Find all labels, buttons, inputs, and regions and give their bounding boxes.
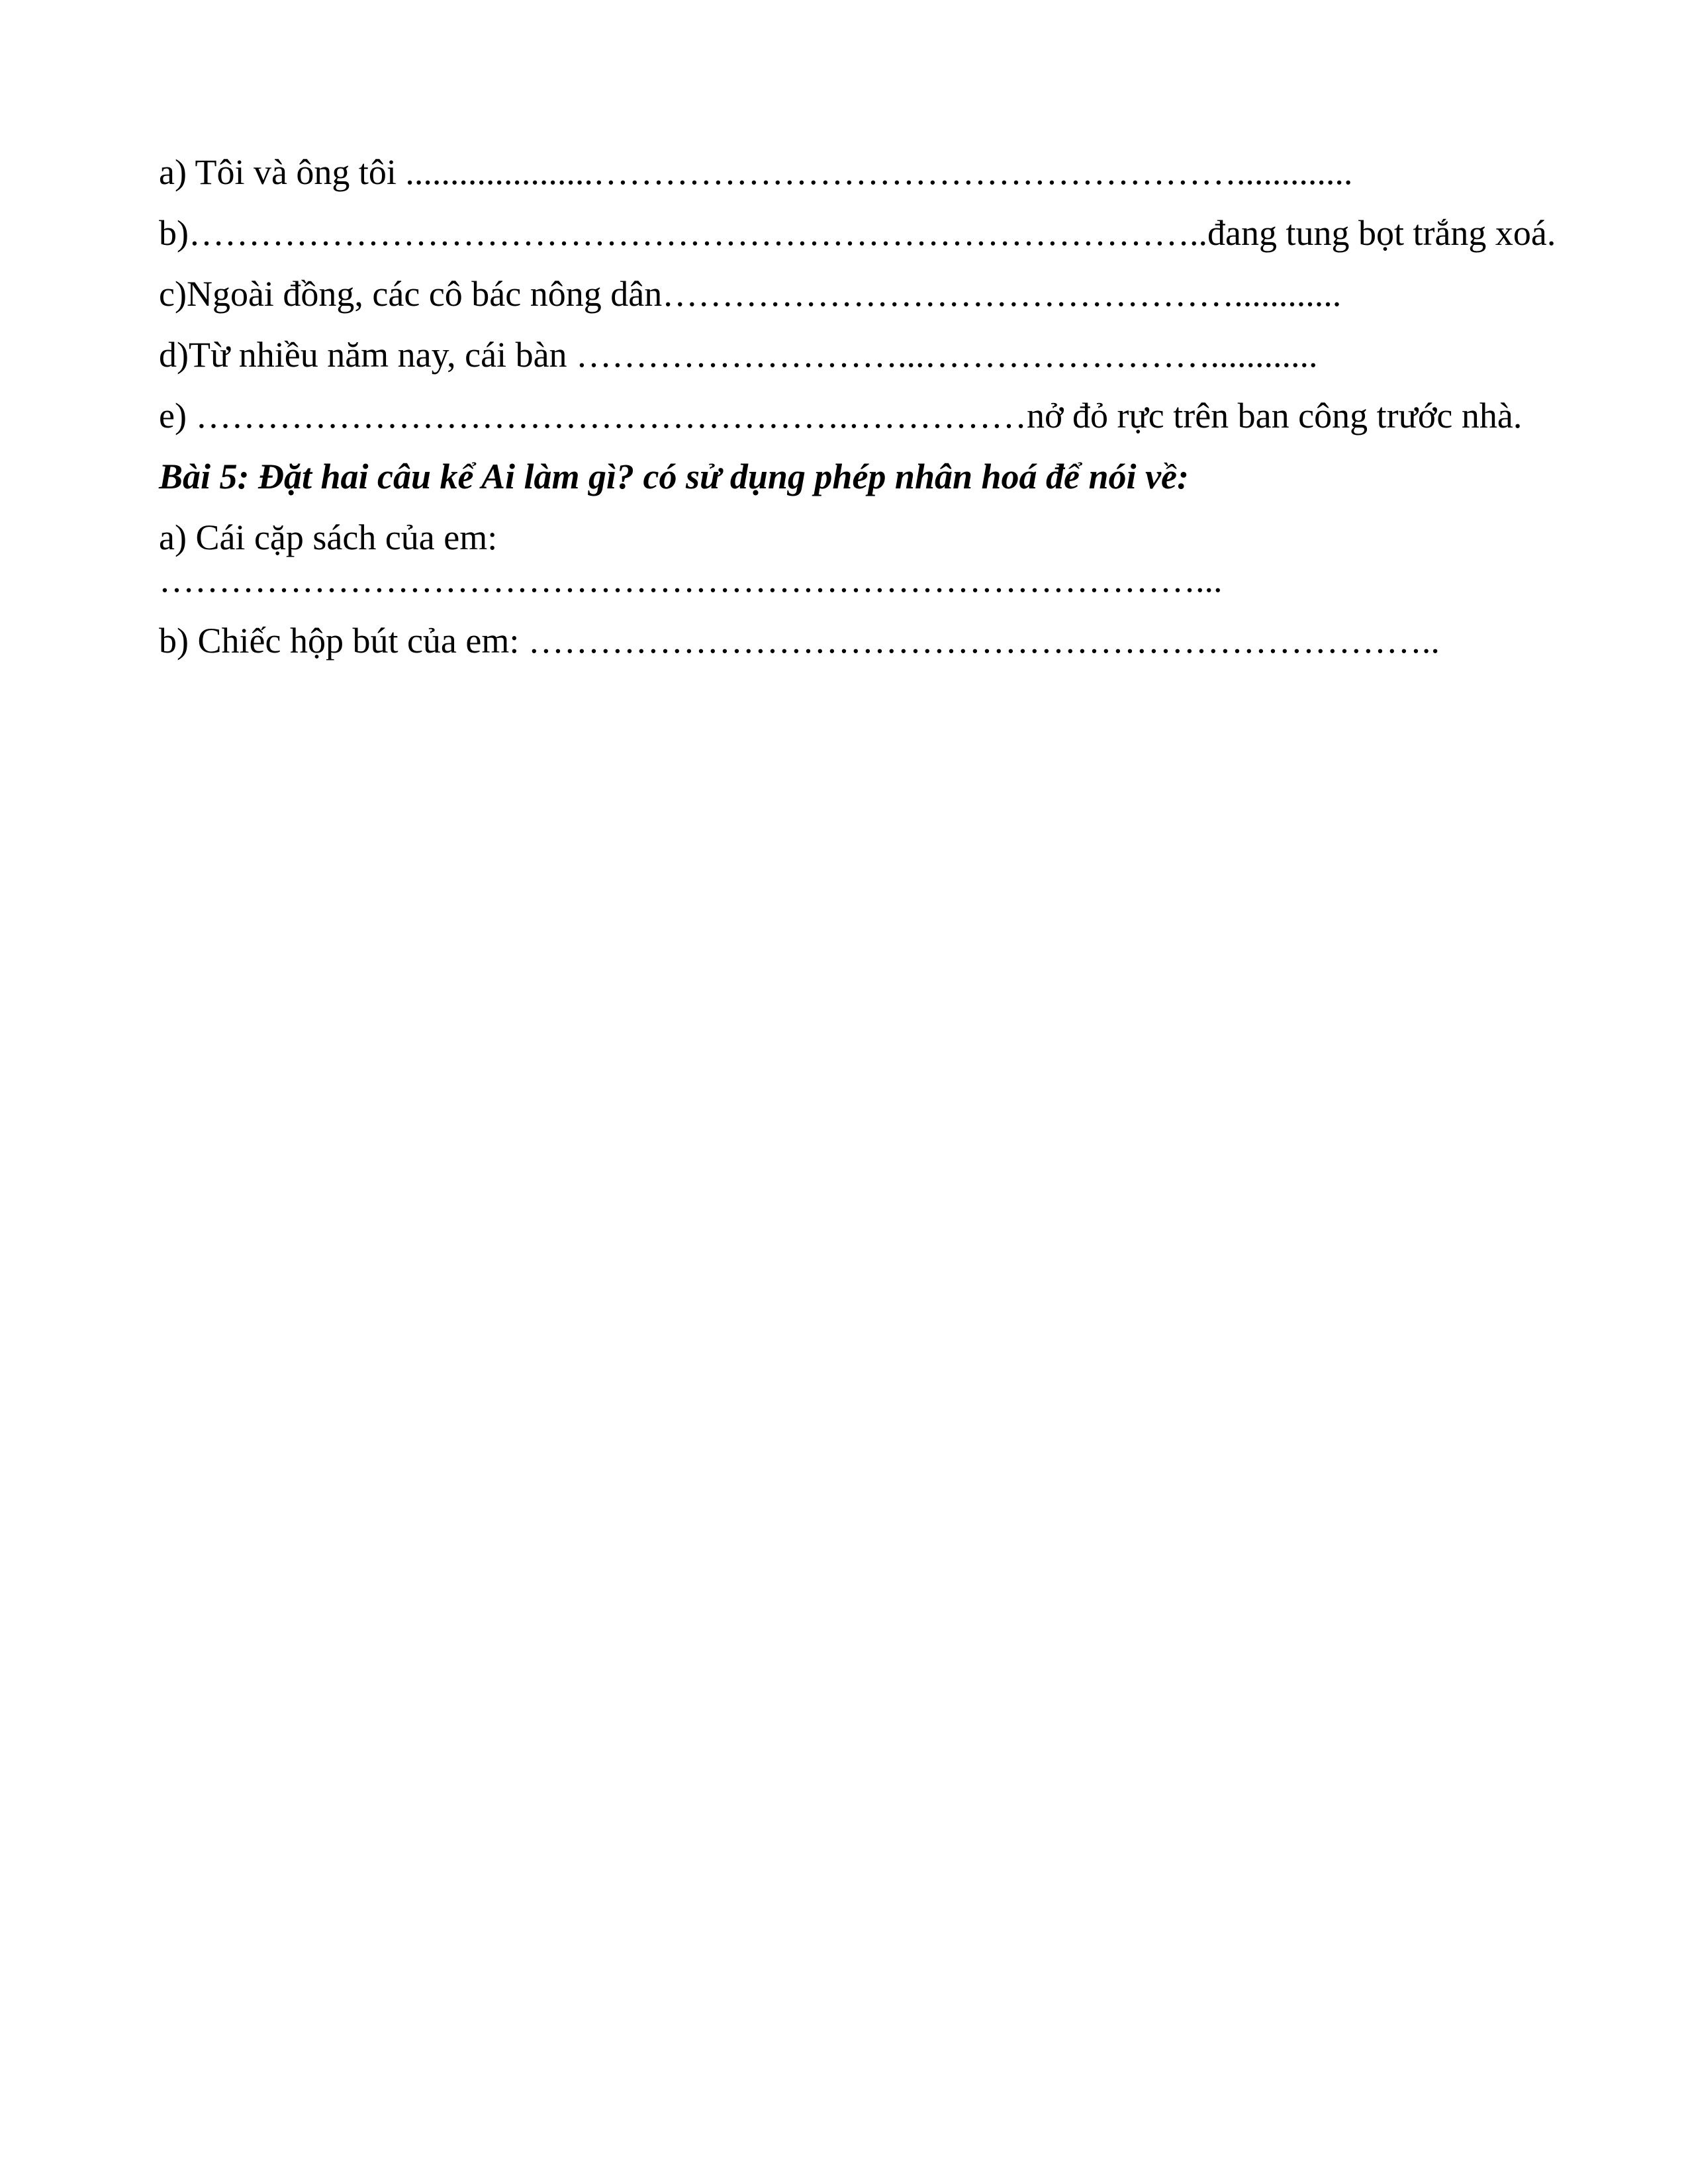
exercise-item-b: b)…………………………………………………………………………..đang tung bọt trắng xoá. xyxy=(159,213,1556,253)
exercise-item-c: c)Ngoài đồng, các cô bác nông dân…………………………………………............ xyxy=(159,274,1342,314)
exercise-item-a: a) Tôi và ông tôi .....................………………………………………………............. xyxy=(159,152,1353,192)
exercise-item-e: e) ……………………………………………….……………nở đỏ rực trên ban công trước nhà. xyxy=(159,396,1523,435)
worksheet-content xyxy=(159,151,1562,680)
exercise-item-d: d)Từ nhiều năm nay, cái bàn ………………………...……………………............ xyxy=(159,335,1318,375)
bai5-item-a-label: a) Cái cặp sách của em: xyxy=(159,518,498,557)
bai5-item-a-blank: ……………………………………………………………………………... xyxy=(159,560,1223,600)
bai5-item-b: b) Chiếc hộp bút của em: ………………………………………………………………….. xyxy=(159,621,1440,660)
bai5-heading: Bài 5: Đặt hai câu kể Ai làm gì? có sử dụng phép nhân hoá để nói về: xyxy=(159,457,1189,496)
